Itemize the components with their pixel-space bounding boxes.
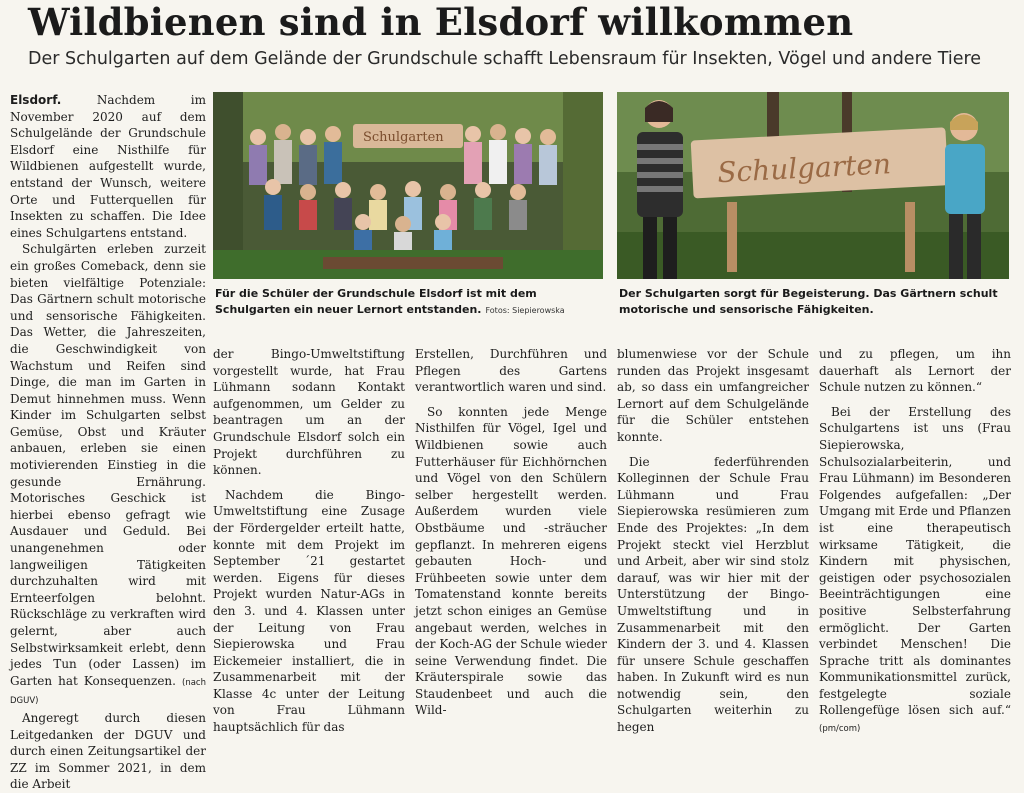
- column-4: [617, 346, 809, 736]
- photo-teachers: [617, 92, 1009, 279]
- photo-credit: Fotos: Siepierowska: [485, 305, 565, 315]
- column-5: [819, 346, 1011, 738]
- photo-students-caption: [215, 286, 605, 318]
- source-note: (pm/com): [819, 724, 861, 735]
- paragraph: So konnten jede Menge Nisthilfen für Vögel, Igel und Wildbienen sowie auch Futterhäuser für Eichhörnchen und Vögel von den Schülern selber hergestellt werden. Außerdem wurden viele Obstbäume und -sträucher gepflanzt. In mehreren eigens gebauten Hoch- und Frühbeeten sowie unter dem Tomatenstand konnte bereits jetzt schon einiges an Gemüse angebaut werden, welches in der Koch-AG der Schule wieder seine Verwendung findet. Die Kräuterspirale sowie das Staudenbeet und auch die Wild-: [415, 404, 607, 718]
- paragraph: blumenwiese vor der Schule runden das Projekt insgesamt ab, so dass ein umfangreicher Lernort auf dem Schulgelände für die Schüler entstehen konnte.: [617, 347, 809, 444]
- headline: Wildbienen sind in Elsdorf willkommen: [28, 0, 854, 44]
- garden-sign-text: Schulgarten: [363, 130, 444, 145]
- paragraph: Angeregt durch diesen Leitgedanken der DGUV und durch einen Zeitungsartikel der ZZ im Sommer 2021, in dem die Arbeit: [10, 710, 206, 792]
- paragraph: Nachdem im November 2020 auf dem Schulgelände der Grundschule Elsdorf eine Nisthilfe für Wildbienen aufgestellt wurde, entstand der Wunsch, weitere Orte und Futterquellen für Insekten zu schaffen. Die Idee eines Schulgartens entstand.: [10, 93, 206, 240]
- source-note: (nach DGUV): [10, 677, 206, 707]
- photo-students: [213, 92, 603, 279]
- paragraph: Bei der Erstellung des Schulgartens ist uns (Frau Siepierowska, Schulsozialarbeiterin, und Frau Lühmann) im Besonderen Folgendes aufgefallen: „Der Umgang mit Erde und Pflanzen ist eine therapeutisch wirksame Tätigkeit, die Kindern mit physischen, geistigen oder psychosozialen Beeinträchtigungen eine positive Selbsterfahrung ermöglicht. Der Garten verbindet Menschen! Die Sprache tritt als dominantes Kommunikationsmittel zurück, festgelegte soziale Rollengefüge lösen sich auf.“: [819, 404, 1011, 718]
- dateline: Elsdorf.: [10, 93, 62, 107]
- paragraph: Die federführenden Kolleginnen der Schule Frau Lühmann und Frau Siepierowska resümieren zum Ende des Projektes: „In dem Projekt steckt viel Herzblut und Arbeit, aber wir sind stolz darauf, was wir hier mit der Unterstützung der Bingo-Umweltstiftung und in Zusammenarbeit mit den Kindern der 3. und 4. Klassen für unsere Schule geschaffen haben. In Zukunft wird es nun notwendig sein, den Schulgarten weiterhin zu hegen: [617, 454, 809, 735]
- paragraph: der Bingo-Umweltstiftung vorgestellt wurde, hat Frau Lühmann sodann Kontakt aufgenommen, um Gelder zu beantragen um an der Grundschule Elsdorf solch ein Projekt durchführen zu können.: [213, 347, 405, 478]
- column-3: [415, 346, 607, 719]
- photo-teachers-image: [617, 92, 1009, 279]
- column-1: [10, 92, 206, 793]
- paragraph: Erstellen, Durchführen und Pflegen des Gartens verantwortlich waren und sind.: [415, 347, 607, 395]
- photo-students-image: [213, 92, 603, 279]
- paragraph: Nachdem die Bingo-Umweltstiftung eine Zusage der Fördergelder erteilt hatte, konnte mit dem Projekt im September ´21 gestartet werden. Eigens für dieses Projekt wurden Natur-AGs in den 3. und 4. Klassen unter der Leitung von Frau Siepierowska und Frau Eickemeier installiert, die in Zusammenarbeit mit der Klasse 4c unter der Leitung von Frau Lühmann hauptsächlich für das: [213, 487, 405, 735]
- caption-text: Für die Schüler der Grundschule Elsdorf ist mit dem Schulgarten ein neuer Lernort entstanden.: [215, 287, 537, 316]
- caption-text: Der Schulgarten sorgt für Begeisterung. Das Gärtnern schult motorische und sensorische Fähigkeiten.: [619, 287, 998, 316]
- garden-sign-text: Schulgarten: [716, 147, 892, 190]
- subheadline: Der Schulgarten auf dem Gelände der Grundschule schafft Lebensraum für Insekten, Vögel und andere Tiere: [28, 49, 982, 69]
- column-2: [213, 346, 405, 736]
- photo-teachers-caption: [619, 286, 1011, 317]
- paragraph: und zu pflegen, um ihn dauerhaft als Lernort der Schule nutzen zu können.“: [819, 347, 1011, 395]
- paragraph: Schulgärten erleben zurzeit ein großes Comeback, denn sie bieten vielfältige Potenziale: Das Gärtnern schult motorische und sensorische Fähigkeiten. Das Wetter, die Jahreszeiten, die Geschwindigkeit von Wachstum und Reifen sind Dinge, die man im Garten in Demut hinnehmen muss. Wenn Kinder im Schulgarten selbst Gemüse, Obst und Kräuter anbauen, erleben sie einen motivierenden Einstieg in die gesunde Ernährung. Motorisches Geschick ist hierbei ebenso gefragt wie Ausdauer und Geduld. Bei unangenehmen oder langweiligen Tätigkeiten durchzuhalten wird mit Ernteerfolgen belohnt. Rückschläge zu verkraften wird gelernt, aber auch Selbstwirksamkeit erlebt, denn jedes Tun (oder Lassen) im Garten hat Konsequenzen.: [10, 242, 206, 688]
